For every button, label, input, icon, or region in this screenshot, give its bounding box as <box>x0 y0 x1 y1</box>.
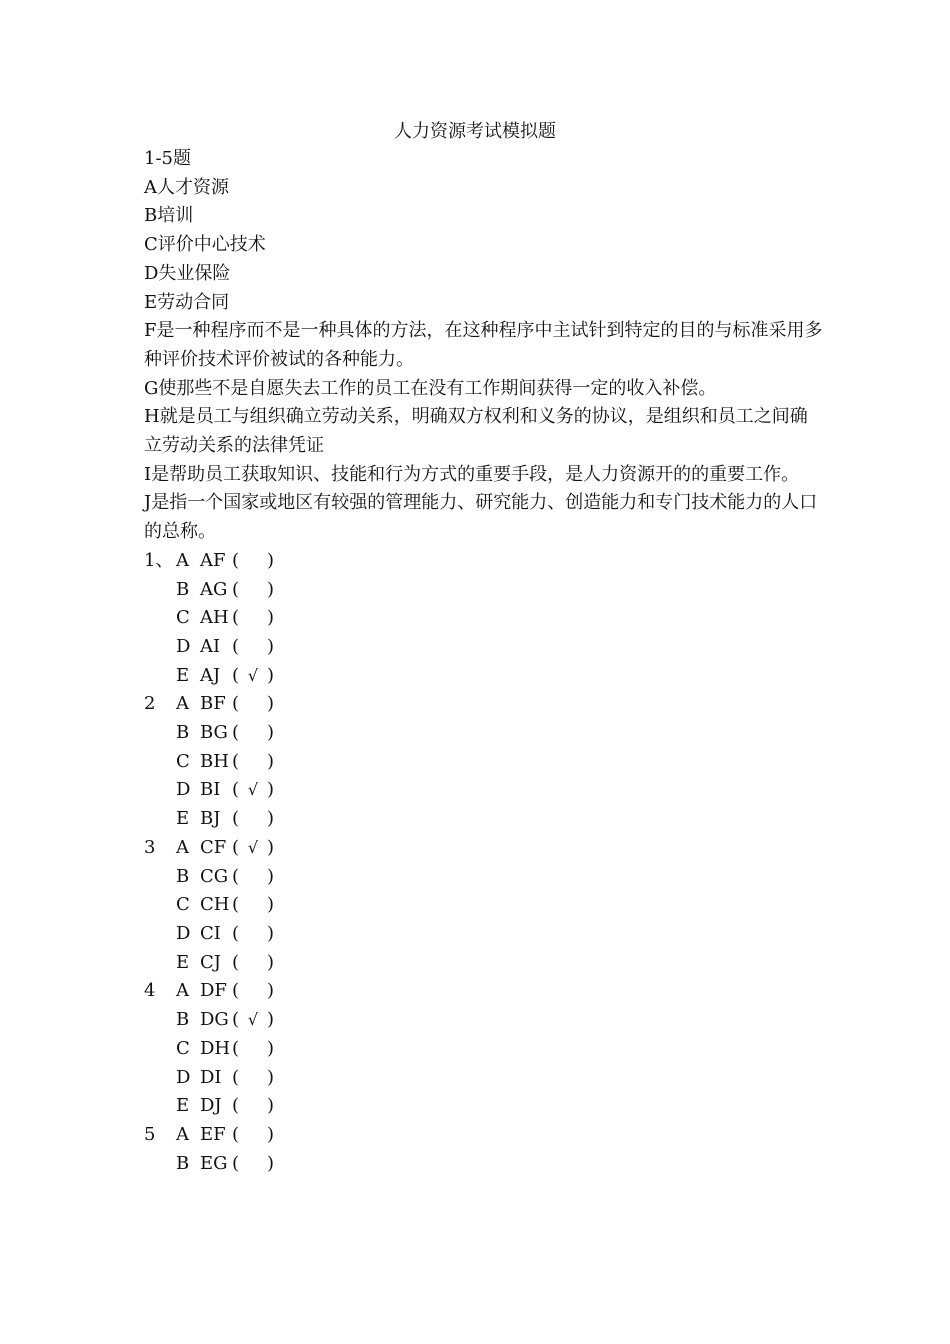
answer-option-row <box>144 719 824 748</box>
answer-bracket: ( ) <box>232 1123 275 1145</box>
answer-option-row <box>144 690 824 719</box>
answer-bracket: ( √ ) <box>232 834 292 863</box>
option-letter: E <box>176 1095 190 1117</box>
option-pair: AI <box>200 635 221 657</box>
answer-bracket: ( ) <box>232 980 275 1002</box>
option-pair: AJ <box>200 664 221 686</box>
option-letter: D <box>176 922 191 944</box>
option-pair: AF <box>200 549 226 571</box>
question-number: 3 <box>144 836 156 858</box>
answer-bracket: ( ) <box>232 1152 275 1174</box>
option-letter: A <box>176 980 189 1002</box>
answer-option-row <box>144 776 824 805</box>
term-item: C评价中心技术 <box>144 234 266 256</box>
option-letter: D <box>176 635 191 657</box>
answer-bracket: ( ) <box>232 808 275 830</box>
answer-bracket: ( ) <box>232 635 275 657</box>
option-letter: E <box>176 664 190 686</box>
option-letter: B <box>176 865 190 887</box>
answer-option-row <box>144 1035 824 1064</box>
option-pair: EG <box>200 1152 228 1174</box>
answer-option-row <box>144 1006 824 1035</box>
option-pair: DG <box>200 1009 229 1031</box>
answer-option-row <box>144 748 824 777</box>
checkmark-icon: √ <box>247 1010 259 1030</box>
option-pair: AH <box>200 607 229 629</box>
option-pair: CG <box>200 865 229 887</box>
option-letter: A <box>176 836 189 858</box>
option-pair: BF <box>200 693 226 715</box>
term-item: B培训 <box>144 205 194 227</box>
answer-bracket: ( ) <box>232 865 275 887</box>
answer-option-row <box>144 604 824 633</box>
answer-bracket: ( ) <box>232 693 275 715</box>
answer-option-row <box>144 977 824 1006</box>
option-pair: BI <box>200 779 221 801</box>
answer-bracket: ( ) <box>232 894 275 916</box>
question-number: 2 <box>144 693 156 715</box>
option-letter: A <box>176 693 189 715</box>
option-letter: E <box>176 808 190 830</box>
answer-option-row <box>144 949 824 978</box>
answer-option-row <box>144 863 824 892</box>
answer-bracket: ( ) <box>232 722 275 744</box>
definition-item: G使那些不是自愿失去工作的员工在没有工作期间获得一定的收入补偿。 <box>144 377 717 399</box>
answer-option-row <box>144 891 824 920</box>
definition-item: I是帮助员工获取知识、技能和行为方式的重要手段，是人力资源开的的重要工作。 <box>144 463 800 485</box>
option-letter: B <box>176 578 190 600</box>
answer-option-row <box>144 834 824 863</box>
answer-option-row <box>144 1064 824 1093</box>
answer-option-row <box>144 1092 824 1121</box>
answer-option-row <box>144 576 824 605</box>
option-letter: E <box>176 951 190 973</box>
option-letter: C <box>176 750 190 772</box>
option-pair: BJ <box>200 808 221 830</box>
answer-bracket: ( ) <box>232 750 275 772</box>
answer-bracket: ( √ ) <box>232 1006 292 1035</box>
option-letter: A <box>176 549 189 571</box>
answer-bracket: ( ) <box>232 578 275 600</box>
answer-bracket: ( ) <box>232 1066 275 1088</box>
question-number: 4 <box>144 980 156 1002</box>
option-pair: CF <box>200 836 227 858</box>
answer-option-row <box>144 547 824 576</box>
term-item: D失业保险 <box>144 262 231 284</box>
answer-bracket: ( ) <box>232 607 275 629</box>
definition-item: H就是员工与组织确立劳动关系，明确双方权利和义务的协议，是组织和员工之间确立劳动关系的法律凭证 <box>144 406 808 457</box>
term-item: E劳动合同 <box>144 291 230 313</box>
option-letter: C <box>176 607 190 629</box>
option-letter: D <box>176 779 191 801</box>
answer-bracket: ( ) <box>232 1037 275 1059</box>
option-pair: DH <box>200 1037 231 1059</box>
answer-option-row <box>144 633 824 662</box>
term-item: A人才资源 <box>144 176 229 198</box>
option-letter: D <box>176 1066 191 1088</box>
definition-item: F是一种程序而不是一种具体的方法，在这种程序中主试针到特定的目的与标准采用多种评价技术评价被试的各种能力。 <box>144 320 823 370</box>
checkmark-icon: √ <box>247 665 259 685</box>
option-letter: C <box>176 1037 190 1059</box>
option-pair: CI <box>200 922 221 944</box>
option-pair: BG <box>200 722 228 744</box>
definition-item: J是指一个国家或地区有较强的管理能力、研究能力、创造能力和专门技术能力的人口的总称。 <box>144 492 818 543</box>
answer-bracket: ( ) <box>232 951 275 973</box>
question-number: 5 <box>144 1123 156 1145</box>
option-pair: DJ <box>200 1095 222 1117</box>
option-pair: CJ <box>200 951 221 973</box>
checkmark-icon: √ <box>247 780 259 800</box>
answer-bracket: ( ) <box>232 549 275 571</box>
option-pair: CH <box>200 894 230 916</box>
answer-option-row <box>144 1150 824 1179</box>
option-pair: AG <box>200 578 228 600</box>
answer-option-row <box>144 805 824 834</box>
answer-bracket: ( √ ) <box>232 662 292 691</box>
answer-bracket: ( √ ) <box>232 776 292 805</box>
option-pair: DI <box>200 1066 222 1088</box>
checkmark-icon: √ <box>247 837 259 857</box>
document-title: 人力资源考试模拟题 <box>394 121 556 142</box>
question-number: 1、 <box>144 549 174 571</box>
answer-bracket: ( ) <box>232 922 275 944</box>
option-letter: B <box>176 722 190 744</box>
document-body <box>144 145 824 1178</box>
question-list <box>144 547 824 1178</box>
range-label: 1-5题 <box>144 148 191 169</box>
option-pair: EF <box>200 1123 226 1145</box>
option-pair: DF <box>200 980 227 1002</box>
answer-option-row <box>144 920 824 949</box>
answer-bracket: ( ) <box>232 1095 275 1117</box>
answer-option-row <box>144 1121 824 1150</box>
option-pair: BH <box>200 750 229 772</box>
option-letter: A <box>176 1123 189 1145</box>
option-letter: B <box>176 1009 190 1031</box>
option-letter: C <box>176 894 190 916</box>
option-letter: B <box>176 1152 190 1174</box>
answer-option-row <box>144 662 824 691</box>
